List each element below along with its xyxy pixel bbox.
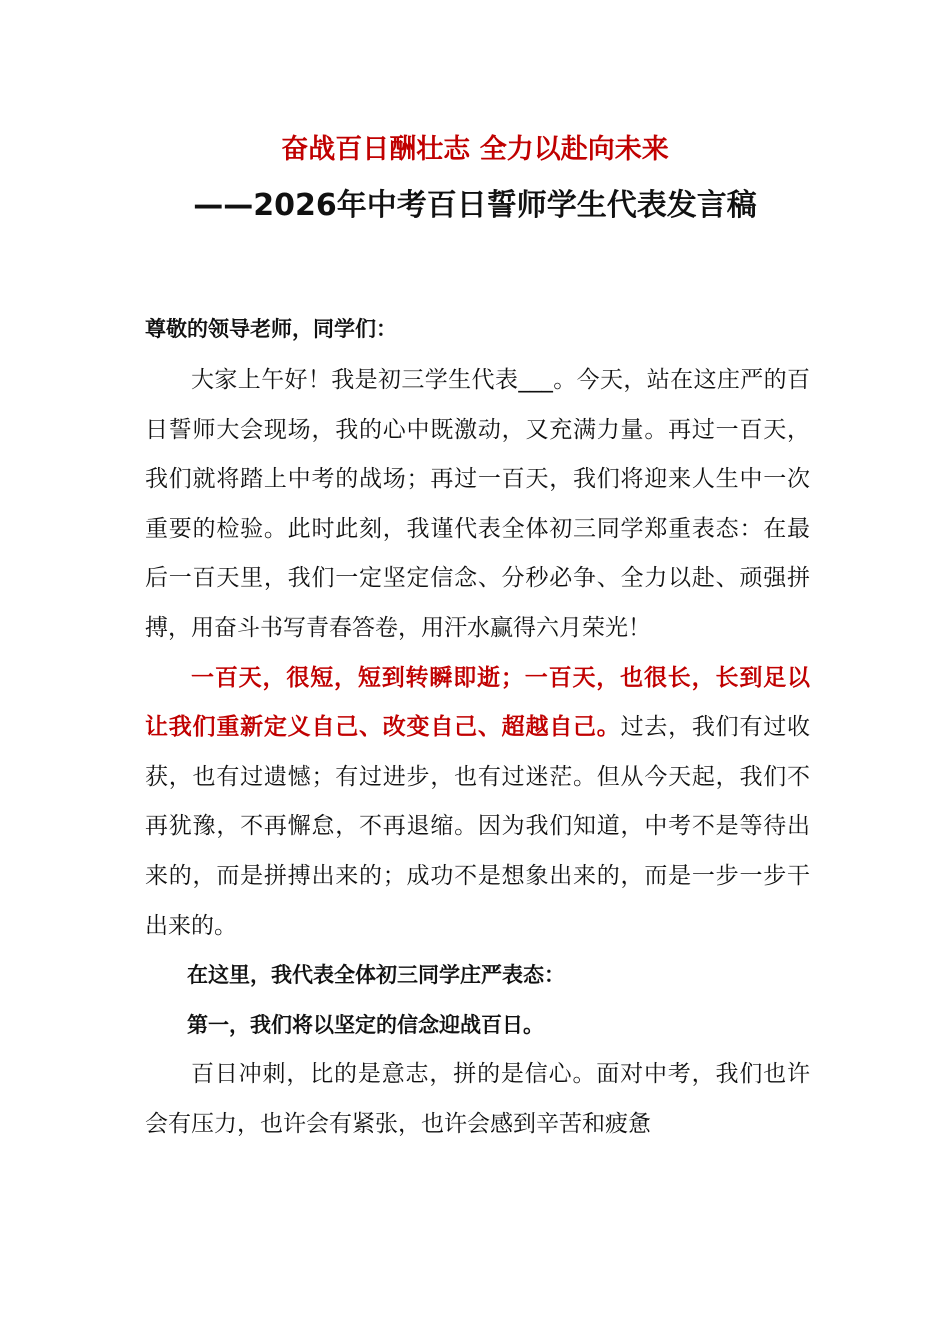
document-body <box>145 306 810 1150</box>
section-heading-first: 第一，我们将以坚定的信念迎战百日。 <box>187 1012 544 1037</box>
paragraph-intro: 大家上午好！我是初三学生代表___。今天，站在这庄严的百日誓师大会现场，我的心中既激动，又充满力量。再过一百天，我们就将踏上中考的战场；再过一百天，我们将迎来人生中一次重要的检验。此时此刻，我谨代表全体初三同学郑重表态：在最后一百天里，我们一定坚定信念、分秒必争、全力以赴、顽强拼搏，用奋斗书写青春答卷，用汗水赢得六月荣光！ <box>145 367 810 641</box>
paragraph-text: 过去，我们有过收获，也有过遗憾；有过进步，也有过迷茫。但从今天起，我们不再犹豫，不再懈怠，不再退缩。因为我们知道，中考不是等待出来的，而是拼搏出来的；成功不是想象出来的，而是一步一步干出来的。 <box>145 714 811 939</box>
highlight-text: 一百天，很短，短到转瞬即逝；一百天，也很长，长到足以让我们重新定义自己、改变自己、超越自己。 <box>145 664 810 741</box>
document-title: 奋战百日酬壮志 全力以赴向未来 <box>281 134 669 165</box>
salutation: 尊敬的领导老师，同学们： <box>145 317 397 341</box>
paragraph-hundred-days <box>145 654 810 952</box>
document-subtitle: ——2026年中考百日誓师学生代表发言稿 <box>193 188 757 223</box>
paragraph-first: 百日冲刺，比的是意志，拼的是信心。面对中考，我们也许会有压力，也许会有紧张，也许会感到辛苦和疲惫 <box>145 1061 810 1137</box>
section-heading-pledge: 在这里，我代表全体初三同学庄严表态： <box>187 963 565 988</box>
